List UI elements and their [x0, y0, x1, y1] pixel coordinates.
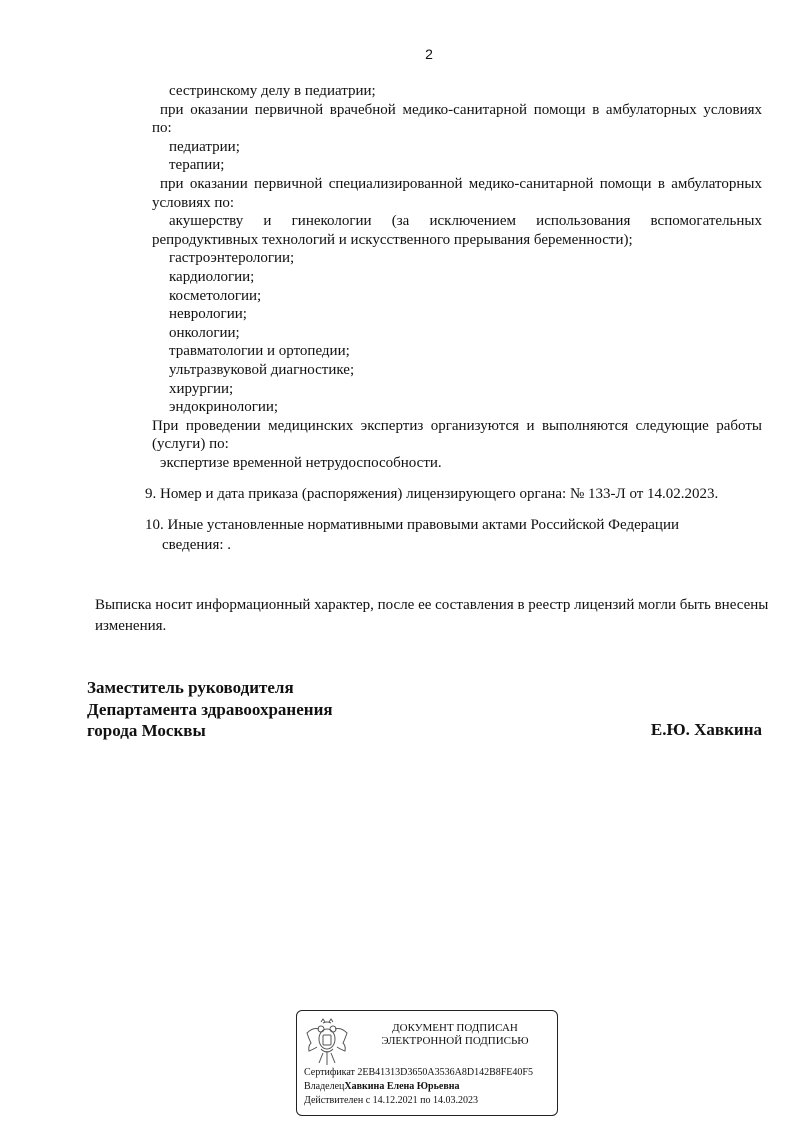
- certificate-owner: [304, 1081, 460, 1094]
- body-line: педиатрии;: [169, 138, 240, 155]
- body-line: кардиологии;: [169, 268, 255, 285]
- signatory-title-line: города Москвы: [87, 721, 206, 740]
- owner-label: Владелец: [304, 1081, 345, 1092]
- body-line: травматологии и ортопедии;: [169, 343, 350, 360]
- body-line: сестринскому делу в педиатрии;: [169, 83, 376, 99]
- body-line: экспертизе временной нетрудоспособности.: [160, 454, 442, 471]
- body-line: неврологии;: [169, 306, 247, 323]
- disclaimer-note: Выписка носит информационный характер, после ее составления в реестр лицензий могли быть внесены изменения.: [95, 597, 769, 634]
- certificate-validity: Действителен с 14.12.2021 по 14.03.2023: [304, 1095, 478, 1106]
- signatory-title: [87, 677, 333, 742]
- body-line: акушерству и гинекологии (за исключением использования вспомогательных репродуктивных технологий и искусственного прерывания беременности);: [152, 213, 762, 248]
- electronic-signature-stamp: [296, 1010, 558, 1116]
- body-line: косметологии;: [169, 287, 262, 304]
- item-10-line-1: 10. Иные установленные нормативными правовыми актами Российской Федерации: [145, 517, 680, 533]
- owner-name: Хавкина Елена Юрьевна: [344, 1081, 460, 1092]
- body-line: терапии;: [169, 157, 225, 174]
- body-line: гастроэнтерологии;: [169, 250, 295, 267]
- signatory-name: Е.Ю. Хавкина: [650, 720, 762, 739]
- body-line: онкологии;: [169, 324, 240, 341]
- body-line: при оказании первичной врачебной медико-санитарной помощи в амбулаторных условиях по:: [152, 101, 762, 137]
- body-line: эндокринологии;: [169, 399, 279, 416]
- signatory-title-line: Департамента здравоохранения: [87, 699, 333, 719]
- stamp-header: ДОКУМЕНТ ПОДПИСАН ЭЛЕКТРОННОЙ ПОДПИСЬЮ: [381, 1022, 529, 1047]
- page-number: 2: [425, 46, 433, 62]
- certificate-number: Сертификат 2EB41313D3650A3536A8D142B8FE40F5: [304, 1067, 533, 1078]
- body-line: При проведении медицинских экспертиз организуются и выполняются следующие работы (услуги) по:: [152, 417, 762, 453]
- body-line: хирургии;: [169, 380, 234, 397]
- coat-of-arms-icon: [305, 1017, 349, 1071]
- item-10-line-2: сведения: .: [162, 537, 232, 553]
- item-9: 9. Номер и дата приказа (распоряжения) лицензирующего органа: № 133-Л от 14.02.2023.: [145, 486, 719, 502]
- signatory-title-line: Заместитель руководителя: [87, 678, 294, 697]
- body-line: при оказании первичной специализированной медико-санитарной помощи в амбулаторных условиях по:: [152, 175, 762, 211]
- license-details-body: [152, 82, 762, 472]
- body-line: ультразвуковой диагностике;: [169, 361, 355, 378]
